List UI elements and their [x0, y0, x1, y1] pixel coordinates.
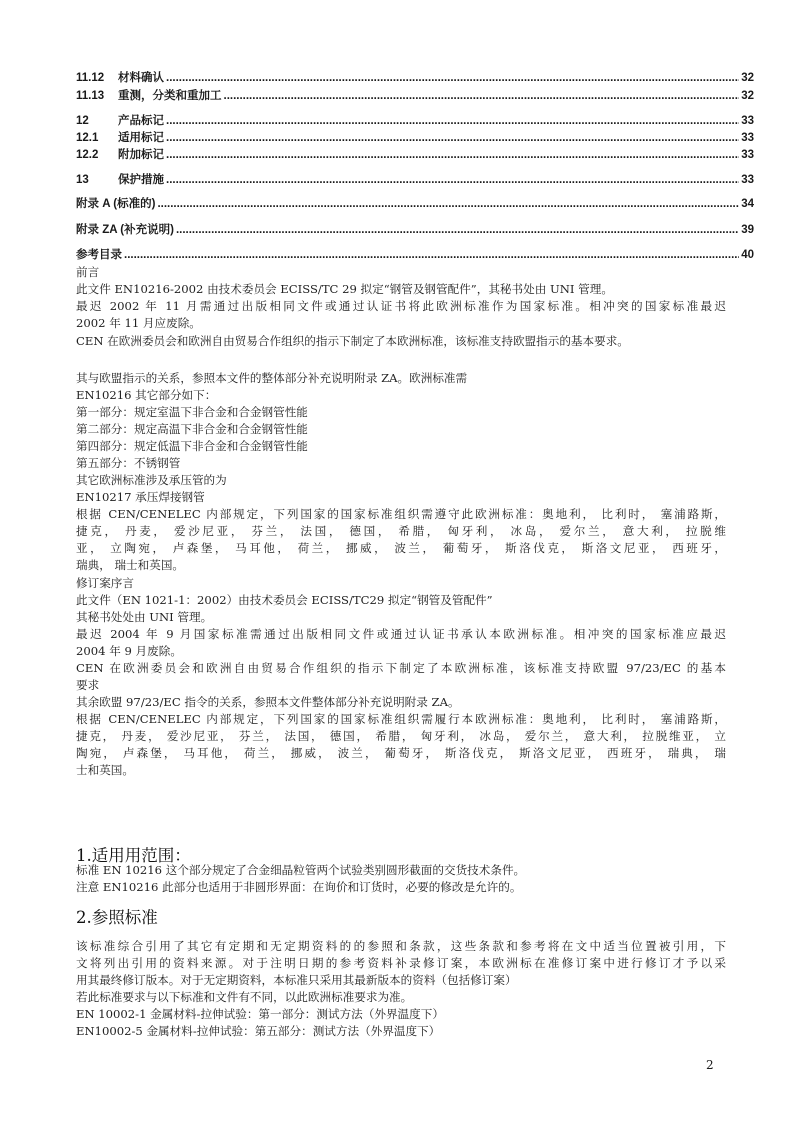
text-line: 修订案序言 — [76, 576, 134, 590]
section-2-heading: 2.参照标准 — [76, 908, 158, 927]
toc-entry[interactable] — [76, 171, 754, 186]
toc-entry-title: 保护措施 — [118, 174, 164, 186]
text-line: 陶宛， 卢森堡， 马耳他， 荷兰， 挪威， 波兰， 葡萄牙， 斯洛伐克， 斯洛文尼亚， 西班牙， 瑞典， 瑞 — [76, 746, 726, 760]
toc-entry-number: 12 — [76, 115, 89, 127]
toc-entry-number: 11.13 — [76, 90, 105, 102]
toc-leader-dots — [176, 224, 739, 236]
toc-entry[interactable] — [76, 69, 754, 84]
text-line: EN10217 承压焊接钢管 — [76, 490, 205, 504]
toc-entry[interactable] — [76, 87, 754, 102]
toc-entry[interactable] — [76, 112, 754, 127]
text-line: 若此标准要求与以下标准和文件有不同，以此欧洲标准要求为准。 — [76, 990, 413, 1004]
text-line: 捷克， 丹麦， 爱沙尼亚， 芬兰， 法国， 德国， 希腊， 匈牙利， 冰岛， 爱尔兰， 意大利， 拉脱维亚， 立 — [76, 729, 726, 743]
toc-leader-dots — [166, 132, 739, 144]
text-line: 最迟 2004 年 9 月国家标准需通过出版相同文件或通过认证书承认本欧洲标准。相冲突的国家标准应最迟 — [76, 627, 726, 641]
text-line: 瑞典， 瑞士和英国。 — [76, 558, 185, 572]
toc-entry[interactable] — [76, 195, 754, 210]
text-line: 第二部分：规定高温下非合金和合金钢管性能 — [76, 422, 308, 436]
text-line: 2004 年 9 月废除。 — [76, 644, 182, 658]
text-line: 亚， 立陶宛， 卢森堡， 马耳他， 荷兰， 挪威， 波兰， 葡萄牙， 斯洛伐克， 斯洛文尼亚， 西班牙， — [76, 541, 726, 555]
text-line: 要求 — [76, 678, 100, 692]
toc-entry-page: 33 — [741, 115, 754, 127]
toc-entry-number: 12.2 — [76, 149, 99, 161]
page-number: 2 — [706, 1058, 714, 1072]
text-line: CEN 在欧洲委员会和欧洲自由贸易合作组织的指示下制定了本欧洲标准，该标准支持欧盟 97/23/EC 的基本 — [76, 661, 726, 675]
text-line: 士和英国。 — [76, 763, 134, 777]
toc-leader-dots — [157, 198, 739, 210]
toc-entry-page: 32 — [741, 72, 754, 84]
text-line: 用其最终修订版本。对于无定期资料，本标准只采用其最新版本的资料（包括修订案） — [76, 973, 517, 987]
foreword-heading: 前言 — [76, 265, 100, 279]
toc-entry[interactable] — [76, 221, 754, 236]
text-line: 根据 CEN/CENELEC 内部规定，下列国家的国家标准组织需遵守此欧洲标准：奥地利， 比利时， 塞浦路斯， — [76, 507, 726, 521]
toc-entry[interactable] — [76, 246, 754, 261]
toc-entry-page: 33 — [741, 149, 754, 161]
text-line: EN10002-5 金属材料-拉伸试验：第五部分：测试方法（外界温度下） — [76, 1024, 441, 1038]
text-line: 此文件（EN 1021-1：2002）由技术委员会 ECISS/TC29 拟定“钢管及管配件” — [76, 593, 493, 607]
toc-entry-title: 适用标记 — [118, 132, 164, 144]
text-line: 其与欧盟指示的关系，参照本文件的整体部分补充说明附录 ZA。欧洲标准需 — [76, 371, 468, 385]
toc-leader-dots — [166, 149, 739, 161]
toc-entry-page: 33 — [741, 132, 754, 144]
toc-entry-title: 附录 A (标准的) — [76, 198, 156, 210]
text-line: 其余欧盟 97/23/EC 指令的关系，参照本文件整体部分补充说明附录 ZA。 — [76, 695, 460, 709]
toc-entry-title: 附录 ZA (补充说明) — [76, 224, 174, 236]
text-line: 最迟 2002 年 11 月需通过出版相同文件或通过认证书将此欧洲标准作为国家标准。相冲突的国家标准最迟 — [76, 299, 726, 313]
toc-entry-number: 11.12 — [76, 72, 105, 84]
text-line: 文将列出引用的资料来源。对于注明日期的参考资料补录修订案，本欧洲标在准修订案中进行修订才予以采 — [76, 956, 726, 970]
toc-leader-dots — [124, 249, 739, 261]
text-line: CEN 在欧洲委员会和欧洲自由贸易合作组织的指示下制定了本欧洲标准，该标准支持欧盟指示的基本要求。 — [76, 334, 629, 348]
toc-entry[interactable] — [76, 146, 754, 161]
text-line: 根据 CEN/CENELEC 内部规定，下列国家的国家标准组织需履行本欧洲标准：奥地利， 比利时， 塞浦路斯， — [76, 712, 726, 726]
toc-entry[interactable] — [76, 129, 754, 144]
text-line: 第四部分：规定低温下非合金和合金钢管性能 — [76, 439, 308, 453]
toc-entry-page: 32 — [741, 90, 754, 102]
text-line: 第五部分：不锈钢管 — [76, 456, 181, 470]
toc-entry-page: 40 — [741, 249, 754, 261]
toc-entry-title: 附加标记 — [118, 149, 164, 161]
toc-entry-title: 产品标记 — [118, 115, 164, 127]
text-line: 2002 年 11 月应废除。 — [76, 316, 201, 330]
toc-entry-number: 12.1 — [76, 132, 99, 144]
toc-leader-dots — [224, 90, 740, 102]
text-line: 其它欧洲标准涉及承压管的为 — [76, 473, 227, 487]
text-line: 捷克， 丹麦， 爱沙尼亚， 芬兰， 法国， 德国， 希腊， 匈牙利， 冰岛， 爱尔兰， 意大利， 拉脱维 — [76, 524, 726, 538]
toc-entry-page: 34 — [741, 198, 754, 210]
toc-leader-dots — [166, 115, 739, 127]
text-line: 此文件 EN10216-2002 由技术委员会 ECISS/TC 29 拟定“钢管及钢管配件”，其秘书处由 UNI 管理。 — [76, 282, 613, 296]
text-line: 其秘书处处由 UNI 管理。 — [76, 610, 213, 624]
toc-entry-number: 13 — [76, 174, 89, 186]
toc-entry-title: 重测，分类和重加工 — [118, 90, 222, 102]
text-line: EN 10002-1 金属材料-拉伸试验：第一部分：测试方法（外界温度下） — [76, 1007, 444, 1021]
text-line: EN10216 其它部分如下： — [76, 388, 217, 402]
text-line: 标准 EN 10216 这个部分规定了合金细晶粒管两个试验类别圆形截面的交货技术条件。 — [76, 863, 526, 877]
text-line: 第一部分：规定室温下非合金和合金钢管性能 — [76, 405, 308, 419]
text-line: 注意 EN10216 此部分也适用于非圆形界面：在询价和订货时，必要的修改是允许的。 — [76, 880, 522, 894]
toc-entry-page: 39 — [741, 224, 754, 236]
section-1-heading: 1.适用用范围： — [76, 846, 191, 865]
toc-entry-page: 33 — [741, 174, 754, 186]
toc-leader-dots — [166, 72, 739, 84]
text-line: 该标准综合引用了其它有定期和无定期资料的的参照和条款，这些条款和参考将在文中适当位置被引用，下 — [76, 939, 726, 953]
toc-entry-title: 材料确认 — [118, 72, 164, 84]
toc-leader-dots — [166, 174, 739, 186]
toc-entry-title: 参考目录 — [76, 249, 122, 261]
